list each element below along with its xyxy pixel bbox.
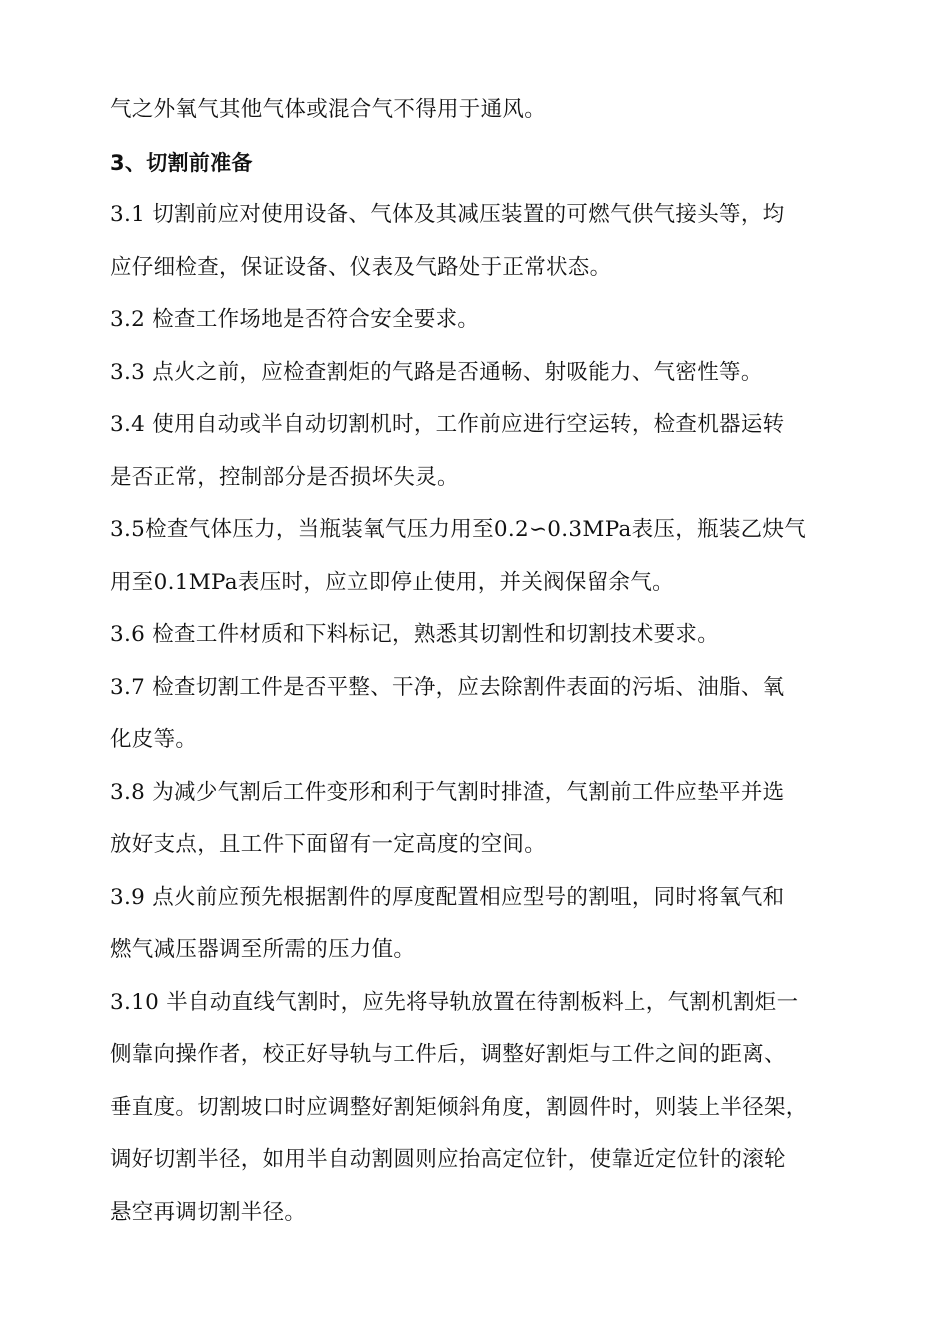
text-line: 3.6 检查工件材质和下料标记，熟悉其切割性和切割技术要求。 <box>110 622 720 647</box>
text-line: 3.4 使用自动或半自动切割机时，工作前应进行空运转，检查机器运转 <box>110 412 785 437</box>
text-line: 悬空再调切割半径。 <box>110 1199 307 1225</box>
text-line: 化皮等。 <box>110 727 198 752</box>
text-line: 3.8 为减少气割后工件变形和利于气割时排渣，气割前工件应垫平并选 <box>110 779 785 805</box>
text-line: 3.1 切割前应对使用设备、气体及其减压装置的可燃气供气接头等，均 <box>110 202 785 227</box>
text-line: 3.2 检查工作场地是否符合安全要求。 <box>110 307 480 332</box>
text-line: 侧靠向操作者，校正好导轨与工件后，调整好割炬与工件之间的距离、 <box>110 1042 786 1067</box>
text-line: 气之外氧气其他气体或混合气不得用于通风。 <box>110 97 547 122</box>
text-line: 放好支点，且工件下面留有一定高度的空间。 <box>110 832 547 857</box>
text-line: 调好切割半径，如用半自动割圆则应抬高定位针，使靠近定位针的滚轮 <box>110 1147 786 1172</box>
text-line: 应仔细检查，保证设备、仪表及气路处于正常状态。 <box>110 254 612 280</box>
text-line: 3.5检查气体压力，当瓶装氧气压力用至0.2∽0.3MPa表压，瓶装乙炔气 <box>110 517 807 542</box>
text-line: 燃气减压器调至所需的压力值。 <box>110 937 416 962</box>
text-line: 3.9 点火前应预先根据割件的厚度配置相应型号的割咀，同时将氧气和 <box>110 884 785 910</box>
section-heading: 3、切割前准备 <box>110 150 253 175</box>
document-body <box>110 84 850 1239</box>
text-line: 垂直度。切割坡口时应调整好割矩倾斜角度，割圆件时，则装上半径架， <box>110 1094 808 1120</box>
text-line: 3.3 点火之前，应检查割炬的气路是否通畅、射吸能力、气密性等。 <box>110 359 763 385</box>
text-line: 3.7 检查切割工件是否平整、干净，应去除割件表面的污垢、油脂、氧 <box>110 674 785 700</box>
text-line: 用至0.1MPa表压时，应立即停止使用，并关阀保留余气。 <box>110 569 674 595</box>
text-line: 3.10 半自动直线气割时，应先将导轨放置在待割板料上，气割机割炬一 <box>110 989 799 1015</box>
text-line: 是否正常，控制部分是否损坏失灵。 <box>110 464 459 490</box>
